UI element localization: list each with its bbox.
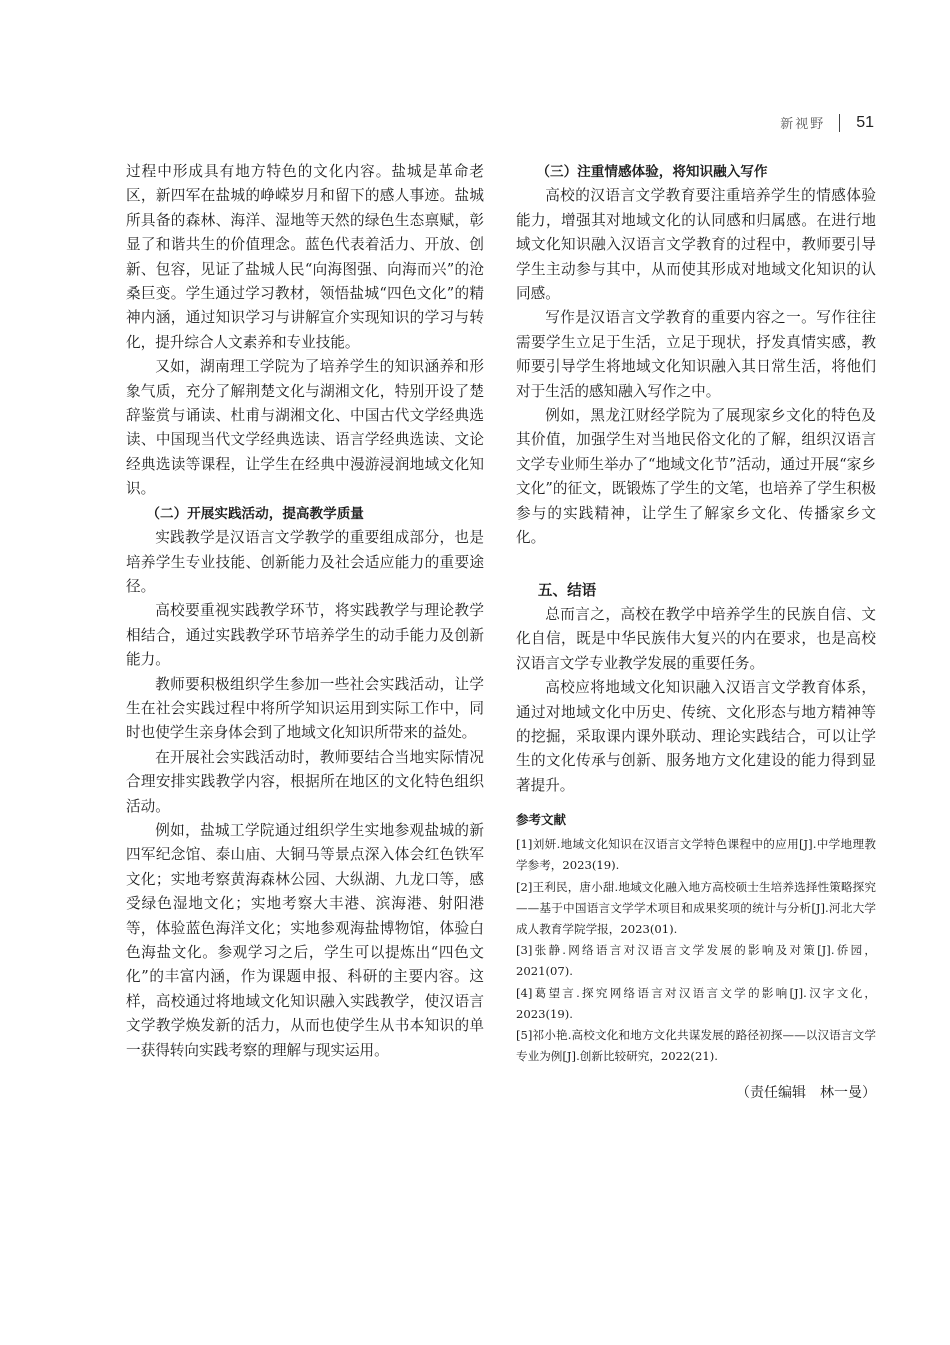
- running-header: [780, 113, 874, 132]
- reference-item: [3]张静.网络语言对汉语言文学发展的影响及对策[J].侨园，2021(07).: [516, 943, 876, 979]
- reference-item: [4]葛望言.探究网络语言对汉语言文学的影响[J].汉字文化，2023(19).: [516, 985, 876, 1021]
- paragraph: 例如，盐城工学院通过组织学生实地参观盐城的新四军纪念馆、泰山庙、大铜马等景点深入体会红色铁军文化；实地考察黄海森林公园、大纵湖、九龙口等，感受绿色湿地文化；实地考察大丰港、滨海港、射阳港等，体验蓝色海洋文化；实地参观海盐博物馆，体验白色海盐文化。参观学习之后，学生可以提炼出“四色文化”的丰富内涵，作为课题申报、科研的主要内容。这样，高校通过将地域文化知识融入实践教学，使汉语言文学教学焕发新的活力，从而也使学生从书本知识的单一获得转向实践考察的理解与现实运用。: [126, 821, 484, 1059]
- paragraph: 高校应将地域文化知识融入汉语言文学教育体系，通过对地域文化中历史、传统、文化形态与地方精神等的挖掘，采取课内课外联动、理论实践结合，可以让学生的文化传承与创新、服务地方文化建设的能力得到显著提升。: [516, 679, 876, 794]
- left-column: [126, 160, 484, 1063]
- paragraph: 例如，黑龙江财经学院为了展现家乡文化的特色及其价值，加强学生对当地民俗文化的了解，组织汉语言文学专业师生举办了“地域文化节”活动，通过开展“家乡文化”的征文，既锻炼了学生的文笔，也培养了学生积极参与的实践精神，让学生了解家乡文化、传播家乡文化。: [516, 407, 876, 547]
- paragraph: 高校要重视实践教学环节，将实践教学与理论教学相结合，通过实践教学环节培养学生的动手能力及创新能力。: [126, 602, 484, 669]
- paragraph: 实践教学是汉语言文学教学的重要组成部分，也是培养学生专业技能、创新能力及社会适应能力的重要途径。: [126, 529, 484, 595]
- header-divider: [839, 114, 840, 132]
- paragraph: 高校的汉语言文学教育要注重培养学生的情感体验能力，增强其对地域文化的认同感和归属感。在进行地域文化知识融入汉语言文学教育的过程中，教师要引导学生主动参与其中，从而使其形成对地域文化知识的认同感。: [516, 187, 876, 303]
- journal-name: 新视野: [780, 117, 826, 132]
- reference-item: [2]王利民，唐小甜.地域文化融入地方高校硕士生培养选择性策略探究——基于中国语言文学学术项目和成果奖项的统计与分析[J].河北大学成人教育学院学报，2023(01).: [516, 879, 876, 936]
- paragraph: 教师要积极组织学生参加一些社会实践活动，让学生在社会实践过程中将所学知识运用到实际工作中，同时也使学生亲身体会到了地域文化知识所带来的益处。: [126, 675, 484, 742]
- paragraph: 又如，湖南理工学院为了培养学生的知识涵养和形象气质，充分了解荆楚文化与湖湘文化，特别开设了楚辞鉴赏与诵读、杜甫与湖湘文化、中国古代文学经典选读、中国现当代文学经典选读、语言学经典选读、文论经典选读等课程，让学生在经典中漫游浸润地域文化知识。: [126, 358, 484, 498]
- reference-item: [1]刘妍.地域文化知识在汉语言文学特色课程中的应用[J].中学地理教学参考，2023(19).: [516, 837, 876, 873]
- section-heading-emotion: （三）注重情感体验，将知识融入写作: [536, 164, 768, 180]
- paragraph: 总而言之，高校在教学中培养学生的民族自信、文化自信，既是中华民族伟大复兴的内在要求，也是高校汉语言文学专业教学发展的重要任务。: [516, 605, 876, 672]
- paragraph: 过程中形成具有地方特色的文化内容。盐城是革命老区，新四军在盐城的峥嵘岁月和留下的感人事迹。盐城所具备的森林、海洋、湿地等天然的绿色生态禀赋，彰显了和谐共生的价值理念。蓝色代表着活力、开放、创新、包容，见证了盐城人民“向海图强、向海而兴”的沧桑巨变。学生通过学习教材，领悟盐城“四色文化”的精神内涵，通过知识学习与讲解宣介实现知识的学习与转化，提升综合人文素养和专业技能。: [126, 163, 484, 351]
- right-column: [516, 160, 876, 1105]
- paragraph: 在开展社会实践活动时，教师要结合当地实际情况合理安排实践教学内容，根据所在地区的文化特色组织活动。: [126, 748, 484, 815]
- section-heading-conclusion: 五、结语: [537, 581, 597, 599]
- references-title: 参考文献: [516, 812, 567, 828]
- paragraph: 写作是汉语言文学教育的重要内容之一。写作往往需要学生立足于生活，立足于现状，抒发真情实感，教师要引导学生将地域文化知识融入其日常生活，将他们对于生活的感知融入写作之中。: [516, 309, 876, 400]
- page-number: 51: [856, 113, 874, 131]
- reference-item: [5]祁小艳.高校文化和地方文化共谋发展的路径初探——以汉语言文学专业为例[J].创新比较研究，2022(21).: [516, 1027, 876, 1064]
- section-heading-practice: （二）开展实践活动，提高教学质量: [146, 505, 364, 522]
- responsible-editor: （责任编辑 林一曼）: [736, 1085, 876, 1102]
